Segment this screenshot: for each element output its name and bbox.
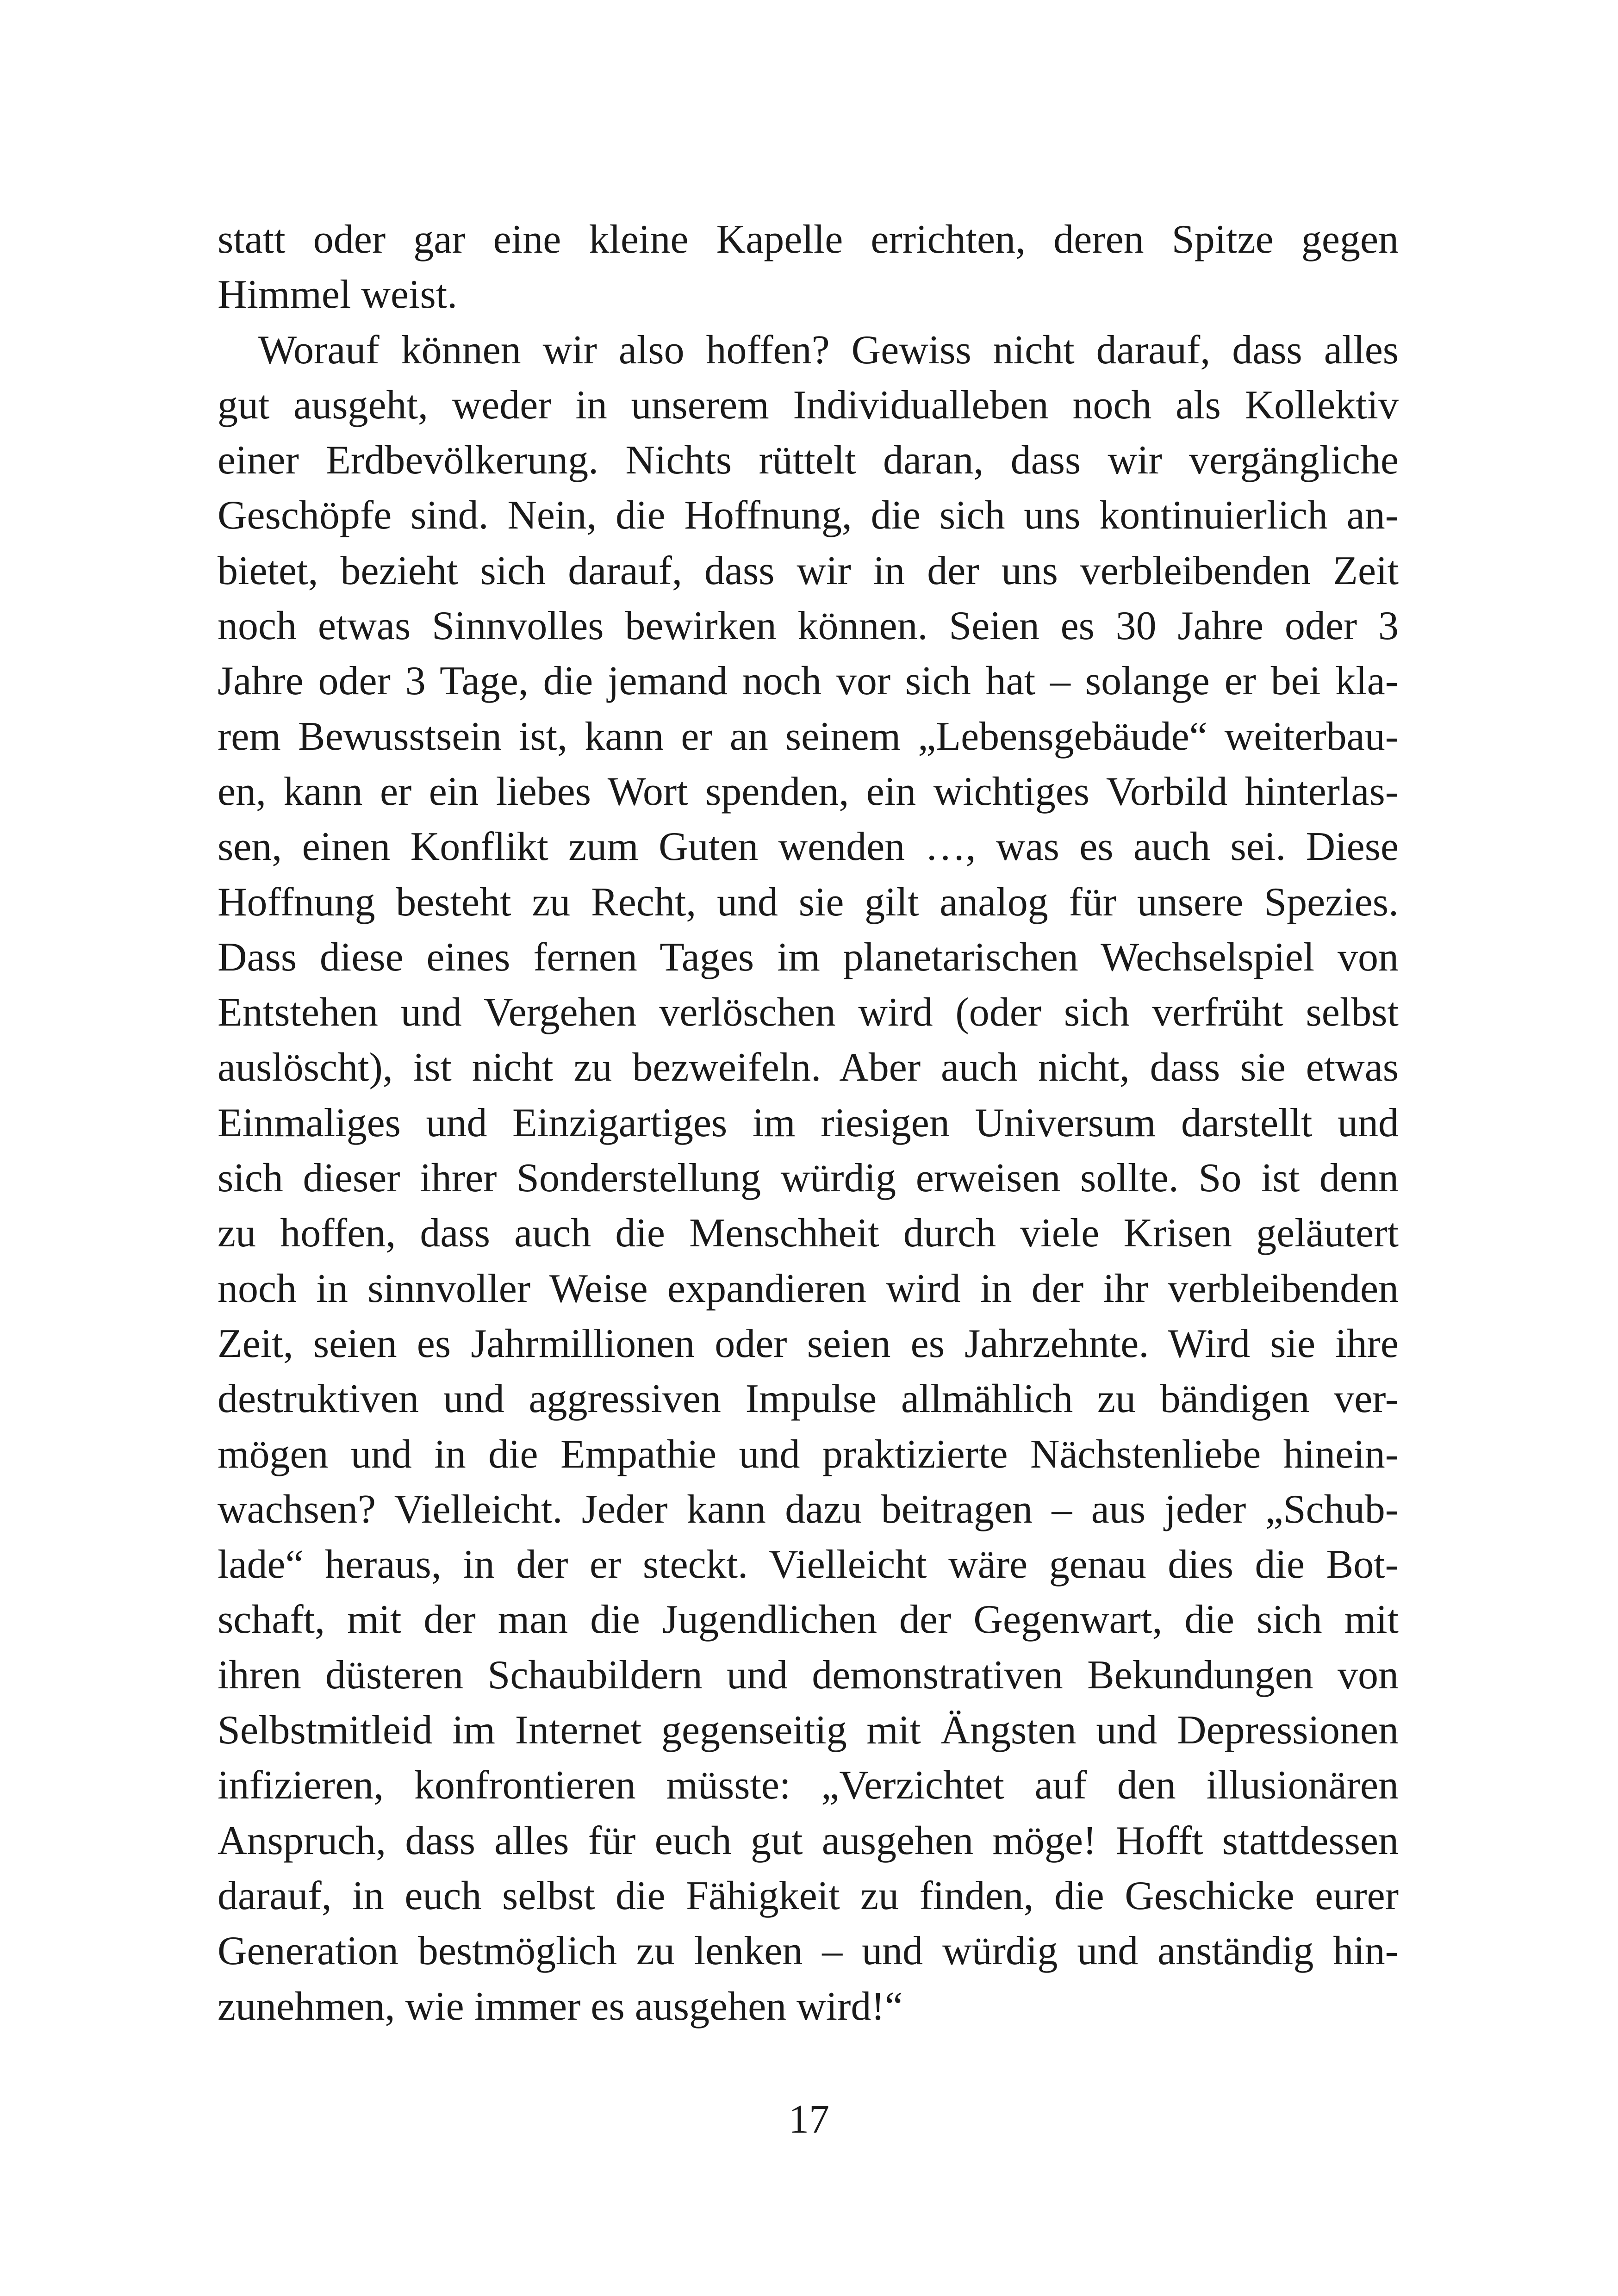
- text-line: Anspruch, dass alles für euch gut ausgehen möge! Hofft stattdessen: [218, 1818, 1399, 1863]
- text-line: Himmel weist.: [218, 272, 458, 317]
- text-line: sich dieser ihrer Sonderstellung würdig erweisen sollte. So ist denn: [218, 1156, 1399, 1201]
- text-line: noch etwas Sinnvolles bewirken können. Seien es 30 Jahre oder 3: [218, 604, 1399, 649]
- text-line: destruktiven und aggressiven Impulse allmählich zu bändigen ver-: [218, 1376, 1399, 1422]
- text-line: Worauf können wir also hoffen? Gewiss nicht darauf, dass alles: [258, 327, 1399, 373]
- text-line: statt oder gar eine kleine Kapelle errichten, deren Spitze gegen: [218, 217, 1399, 262]
- text-line: wachsen? Vielleicht. Jeder kann dazu beitragen – aus jeder „Schub-: [218, 1487, 1399, 1532]
- text-line: gut ausgeht, weder in unserem Individualleben noch als Kollektiv: [218, 382, 1399, 428]
- text-line: einer Erdbevölkerung. Nichts rüttelt daran, dass wir vergängliche: [218, 438, 1399, 483]
- text-line: en, kann er ein liebes Wort spenden, ein wichtiges Vorbild hinterlas-: [218, 769, 1399, 814]
- text-line: sen, einen Konflikt zum Guten wenden …, was es auch sei. Diese: [218, 824, 1399, 870]
- text-line: Selbstmitleid im Internet gegenseitig mit Ängsten und Depressionen: [218, 1708, 1399, 1753]
- text-line: lade“ heraus, in der er steckt. Vielleicht wäre genau dies die Bot-: [218, 1542, 1399, 1587]
- text-line: darauf, in euch selbst die Fähigkeit zu finden, die Geschicke eurer: [218, 1873, 1399, 1918]
- text-line: noch in sinnvoller Weise expandieren wird in der ihr verbleibenden: [218, 1266, 1399, 1311]
- body-text: [218, 212, 1399, 2034]
- text-line: Generation bestmöglich zu lenken – und würdig und anständig hin-: [218, 1929, 1399, 1974]
- text-line: Dass diese eines fernen Tages im planetarischen Wechselspiel von: [218, 934, 1399, 980]
- text-line: ihren düsteren Schaubildern und demonstrativen Bekundungen von: [218, 1652, 1399, 1698]
- text-line: infizieren, konfrontieren müsste: „Verzichtet auf den illusionären: [218, 1763, 1399, 1808]
- text-line: Jahre oder 3 Tage, die jemand noch vor sich hat – solange er bei kla-: [218, 659, 1399, 704]
- text-line: Geschöpfe sind. Nein, die Hoffnung, die sich uns kontinuierlich an-: [218, 493, 1399, 538]
- text-line: Entstehen und Vergehen verlöschen wird (oder sich verfrüht selbst: [218, 990, 1399, 1035]
- text-line: zunehmen, wie immer es ausgehen wird!“: [218, 1984, 903, 2029]
- text-line: bietet, bezieht sich darauf, dass wir in der uns verbleibenden Zeit: [218, 548, 1399, 593]
- text-line: Zeit, seien es Jahrmillionen oder seien es Jahrzehnte. Wird sie ihre: [218, 1321, 1399, 1366]
- text-line: mögen und in die Empathie und praktizierte Nächstenliebe hinein-: [218, 1431, 1399, 1477]
- text-line: rem Bewusstsein ist, kann er an seinem „Lebensgebäude“ weiterbau-: [218, 714, 1399, 759]
- text-line: auslöscht), ist nicht zu bezweifeln. Aber auch nicht, dass sie etwas: [218, 1045, 1399, 1090]
- text-line: Einmaliges und Einzigartiges im riesigen Universum darstellt und: [218, 1100, 1399, 1145]
- text-line: Hoffnung besteht zu Recht, und sie gilt analog für unsere Spezies.: [218, 879, 1399, 925]
- page-number: 17: [789, 2097, 829, 2142]
- text-line: schaft, mit der man die Jugendlichen der Gegenwart, die sich mit: [218, 1597, 1399, 1643]
- text-line: zu hoffen, dass auch die Menschheit durch viele Krisen geläutert: [218, 1211, 1399, 1256]
